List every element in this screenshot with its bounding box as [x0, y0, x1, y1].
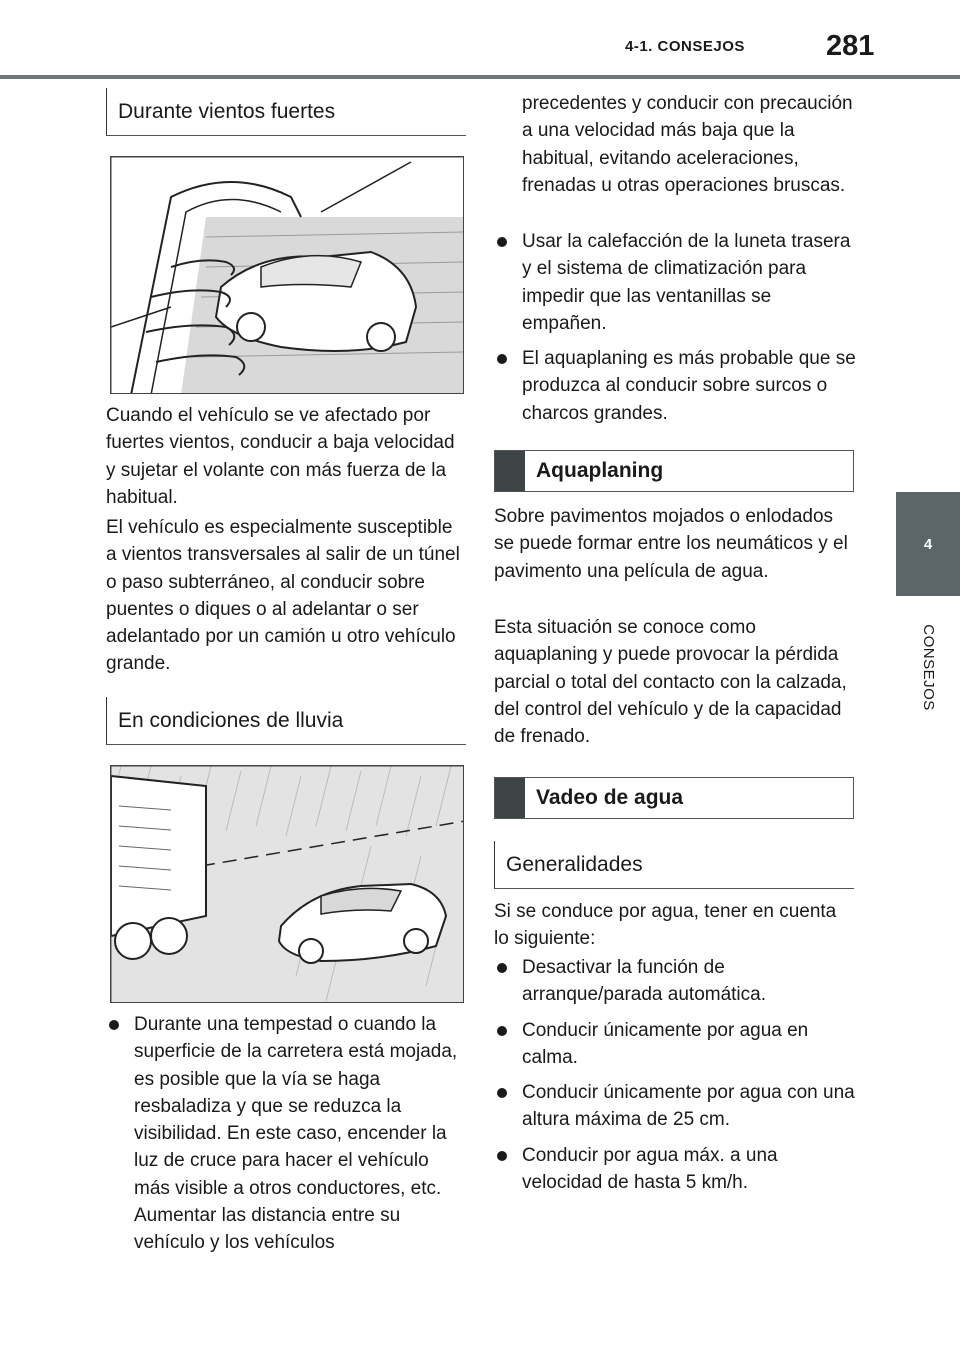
figure-wind-tunnel [110, 156, 464, 394]
heading-wading-text: Vadeo de agua [536, 786, 684, 809]
bullet-dot-icon [497, 237, 507, 247]
heading-rain [106, 697, 466, 745]
figure-rain-driving [110, 765, 464, 1003]
wind-tunnel-illustration [111, 157, 464, 394]
chapter-label: CONSEJOS [919, 623, 937, 711]
list-item [494, 954, 856, 1009]
rain-bullets-left [106, 1011, 468, 1265]
heading-wading [494, 777, 854, 819]
bullet-text: Conducir únicamente por agua con una altura máxima de 25 cm. [522, 1082, 855, 1131]
heading-marker [495, 778, 525, 818]
wading-bullets [494, 954, 856, 1204]
aquaplaning-paragraph-1: Sobre pavimentos mojados o enlodados se puede formar entre los neumáticos y el pavimento una película de agua. [494, 506, 848, 582]
chapter-number: 4 [923, 535, 933, 553]
bullet-dot-icon [497, 1088, 507, 1098]
heading-rain-text: En condiciones de lluvia [118, 708, 344, 732]
list-item [494, 345, 856, 427]
bullet-dot-icon [497, 1151, 507, 1161]
bullet-dot-icon [497, 354, 507, 364]
list-item [494, 228, 856, 337]
rain-bullets-right [494, 228, 856, 435]
bullet-text: Usar la calefacción de la luneta trasera y el sistema de climatización para impedir que las ventanillas se empañen. [522, 231, 851, 334]
list-item [494, 1017, 856, 1072]
bullet-text: Desactivar la función de arranque/parada automática. [522, 957, 766, 1006]
heading-general [494, 841, 854, 889]
header-rule [0, 75, 960, 79]
aquaplaning-paragraph-2: Esta situación se conoce como aquaplaning y puede provocar la pérdida parcial o total del contacto con la calzada, del control del vehículo y de la capacidad de frenado. [494, 617, 847, 748]
heading-wind-text: Durante vientos fuertes [118, 99, 336, 123]
bullet-text: Conducir por agua máx. a una velocidad de hasta 5 km/h. [522, 1144, 778, 1194]
wind-paragraph-1: Cuando el vehículo se ve afectado por fuertes vientos, conducir a baja velocidad y sujetar el volante con más fuerza de la habitual. [106, 405, 455, 508]
bullet-dot-icon [497, 1026, 507, 1036]
page-number: 281 [826, 30, 875, 62]
bullet-text: El aquaplaning es más probable que se produzca al conducir sobre surcos o charcos grandes. [522, 348, 856, 424]
running-header-section: 4-1. CONSEJOS [625, 38, 745, 55]
list-item [106, 1011, 468, 1257]
bullet-text: Conducir únicamente por agua en calma. [522, 1019, 809, 1068]
bullet-text: Durante una tempestad o cuando la superficie de la carretera está mojada, es posible que la vía se haga resbaladiza y que se reduzca la visibilidad. En este caso, encender la luz de cruce para hacer el vehículo más visible a otros conductores, etc. Aumentar las distancia entre su vehículo y los vehículos [134, 1014, 458, 1254]
heading-general-text: Generalidades [506, 852, 643, 876]
list-item [494, 1142, 856, 1197]
chapter-tab [896, 492, 960, 596]
wind-paragraph-2: El vehículo es especialmente susceptible a vientos transversales al salir de un túnel o paso subterráneo, al conducir sobre puentes o diques o al adelantar o ser adelantado por un camión u otro vehículo grande. [106, 517, 460, 675]
heading-aquaplaning-text: Aquaplaning [536, 459, 664, 482]
rain-driving-illustration [111, 766, 464, 1003]
continued-paragraph: precedentes y conducir con precaución a una velocidad más baja que la habitual, evitando aceleraciones, frenadas u otras operaciones bruscas. [522, 93, 853, 196]
chapter-side-label [896, 612, 960, 722]
bullet-dot-icon [109, 1020, 119, 1030]
list-item [494, 1079, 856, 1134]
general-paragraph: Si se conduce por agua, tener en cuenta lo siguiente: [494, 901, 837, 950]
heading-aquaplaning [494, 450, 854, 492]
bullet-dot-icon [497, 963, 507, 973]
heading-marker [495, 451, 525, 491]
heading-wind [106, 88, 466, 136]
